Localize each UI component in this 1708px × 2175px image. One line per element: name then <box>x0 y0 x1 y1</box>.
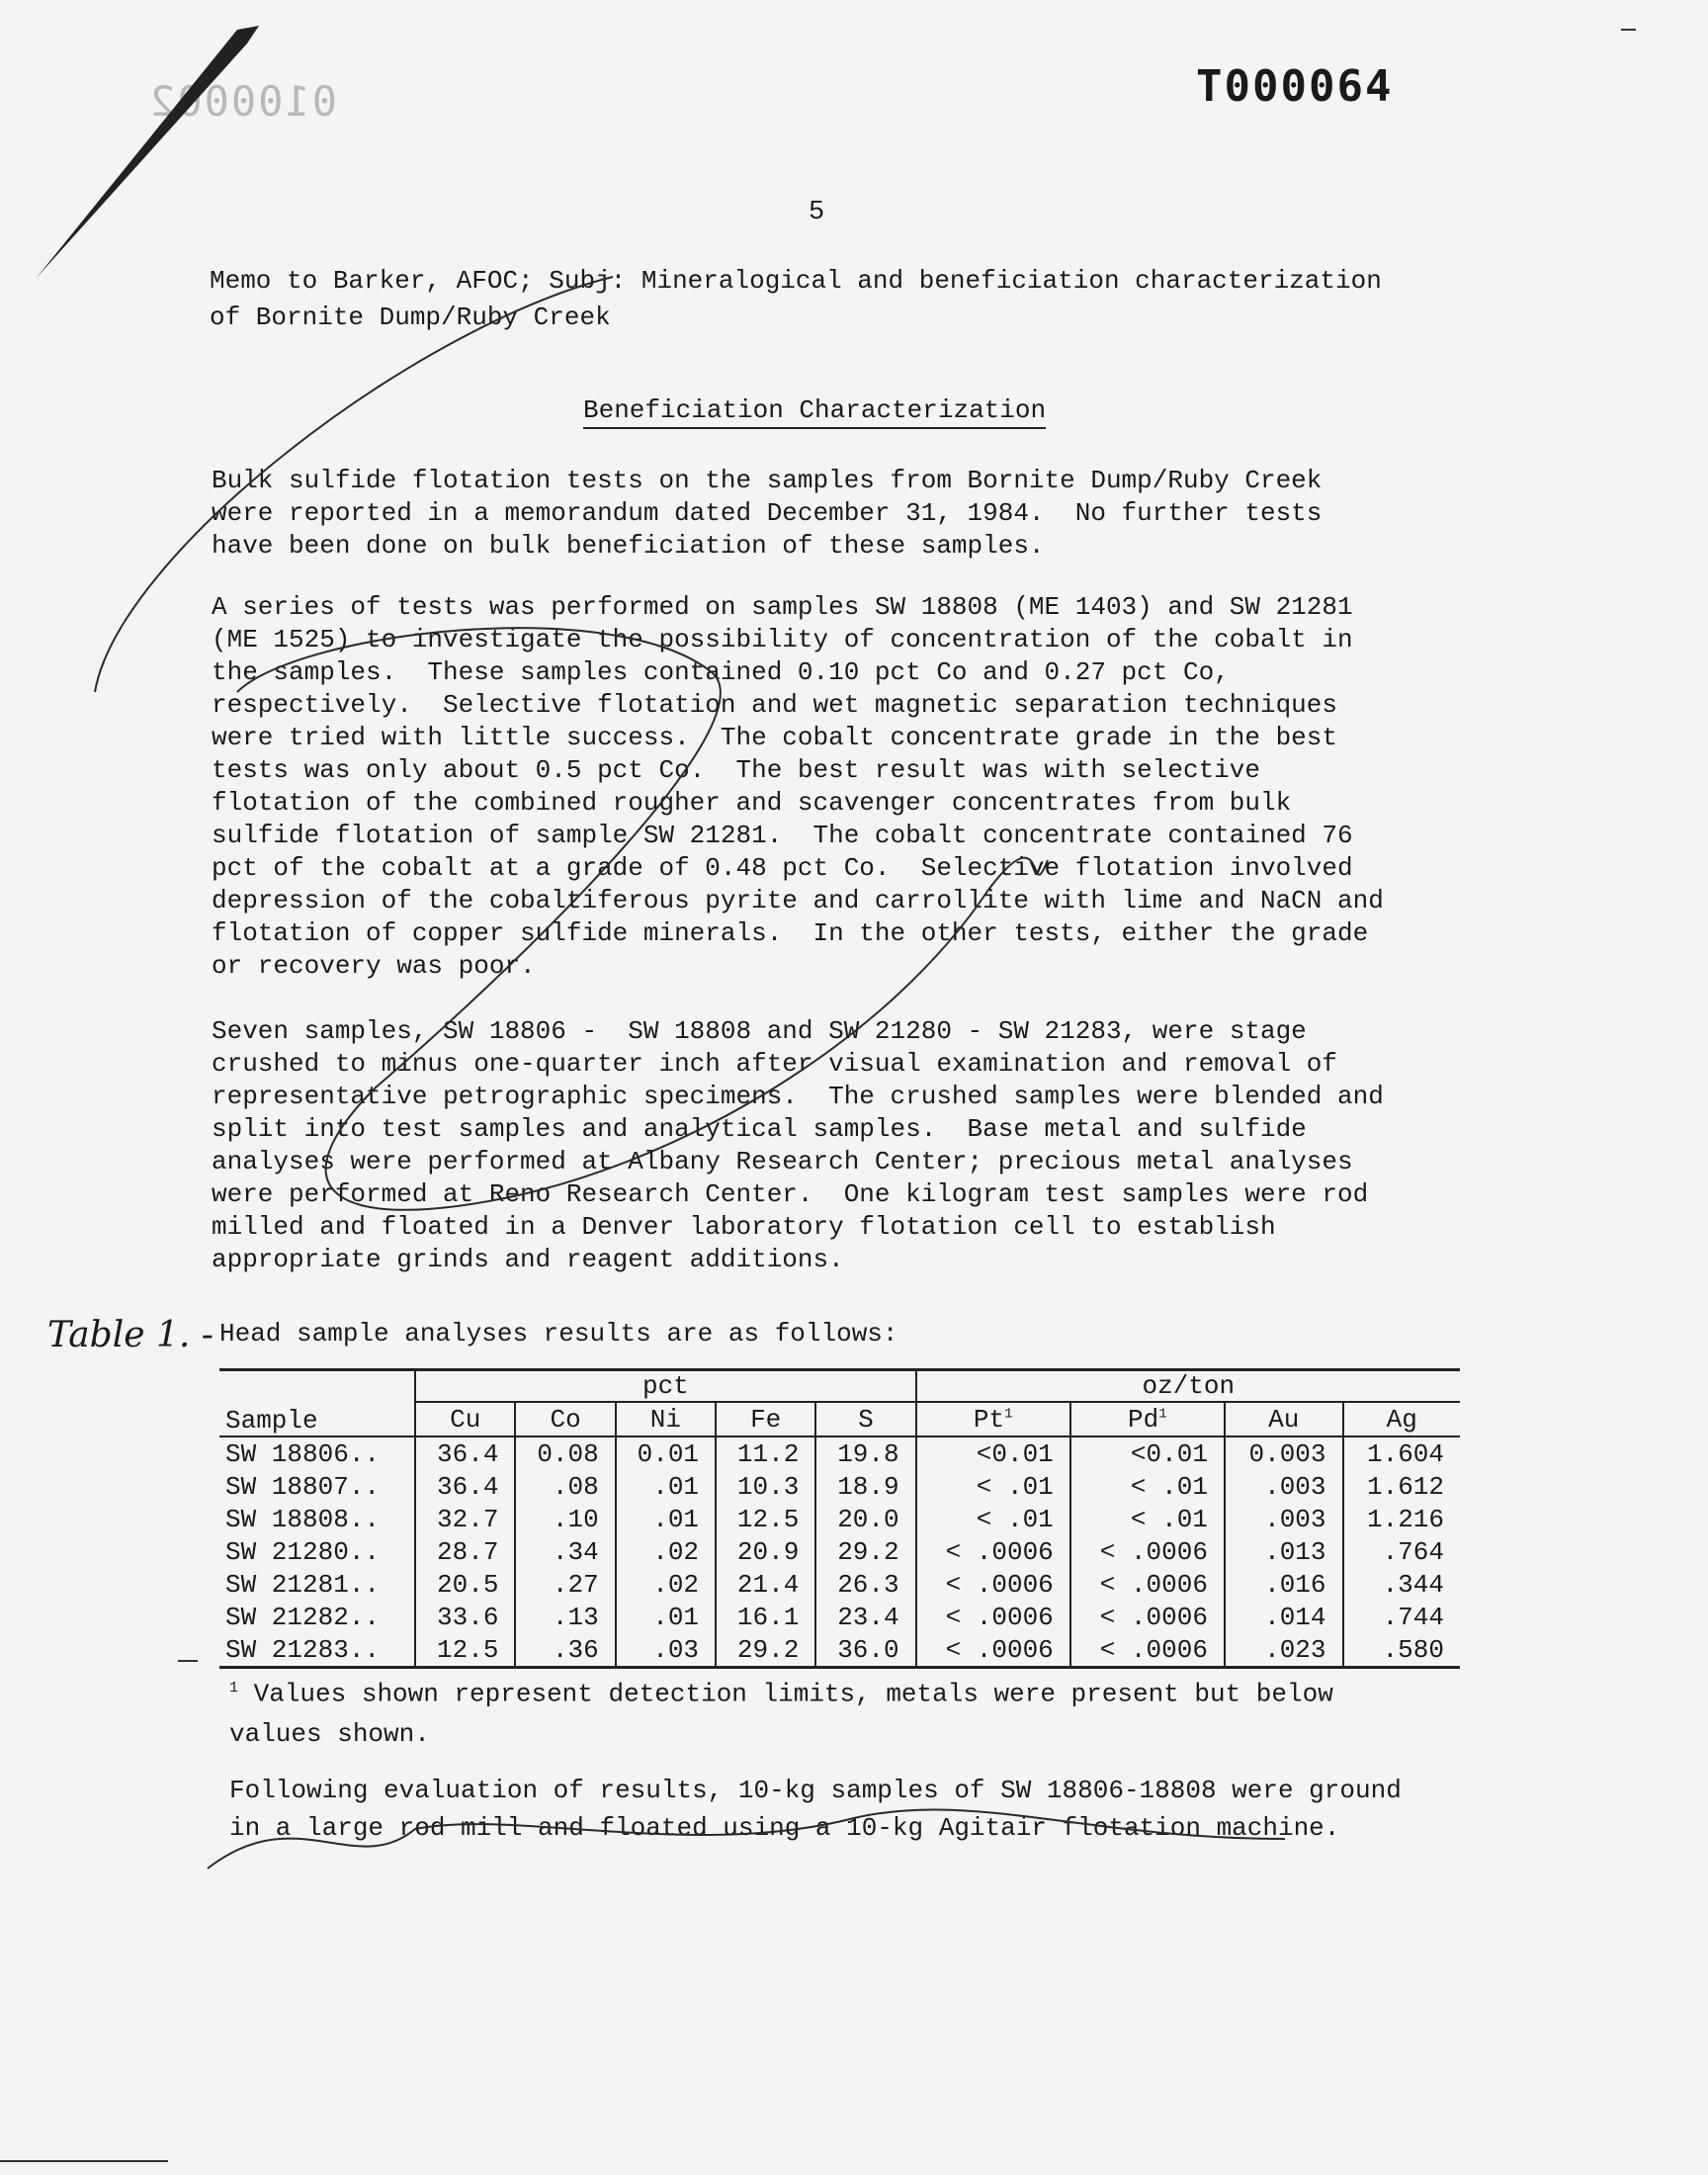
value-cell: .003 <box>1225 1470 1343 1503</box>
value-cell: 1.604 <box>1343 1436 1460 1470</box>
table-intro: Head sample analyses results are as follows: <box>219 1319 898 1348</box>
value-cell: < .0006 <box>916 1535 1070 1568</box>
value-cell: .014 <box>1225 1601 1343 1633</box>
value-cell: .764 <box>1343 1535 1460 1568</box>
column-header-label: Pt <box>973 1404 1005 1435</box>
value-cell: < .0006 <box>1070 1568 1225 1601</box>
column-header: Ni <box>616 1402 716 1436</box>
value-cell: 23.4 <box>815 1601 915 1633</box>
value-cell: 20.0 <box>815 1503 915 1535</box>
value-cell: 33.6 <box>415 1601 515 1633</box>
document-stamp-number: T000064 <box>1196 61 1394 112</box>
section-title: Beneficiation Characterization <box>583 395 1046 429</box>
value-cell: 1.216 <box>1343 1503 1460 1535</box>
value-cell: < .01 <box>916 1470 1070 1503</box>
footnote-marker: 1 <box>1158 1405 1167 1422</box>
memo-subject: Memo to Barker, AFOC; Subj: Mineralogical and beneficiation characterization of Bornite Dump/Ruby Creek <box>210 266 1382 332</box>
corner-pen-stroke <box>36 26 259 279</box>
column-header: Co <box>515 1402 615 1436</box>
paragraph-bulk-flotation: Bulk sulfide flotation tests on the samples from Bornite Dump/Ruby Creek were reported in a memorandum dated December 31, 1984. No further tests have been done on bulk beneficiation of these samples. <box>212 466 1323 561</box>
value-cell: 0.08 <box>515 1436 615 1470</box>
value-cell: 12.5 <box>415 1633 515 1668</box>
value-cell: < .0006 <box>916 1601 1070 1633</box>
value-cell: 32.7 <box>415 1503 515 1535</box>
value-cell: 0.01 <box>616 1436 716 1470</box>
value-cell: .08 <box>515 1470 615 1503</box>
sample-id-cell: SW 18807.. <box>225 1471 381 1502</box>
sample-id-cell: SW 18806.. <box>225 1438 381 1469</box>
pct-group-header: pct <box>415 1370 915 1403</box>
paragraph-evaluation: Following evaluation of results, 10-kg samples of SW 18806-18808 were ground in a large rod mill and floated using a 10-kg Agitair flotation machine. <box>229 1776 1402 1843</box>
sample-id-cell: SW 21282.. <box>225 1602 381 1632</box>
value-cell: 36.4 <box>415 1436 515 1470</box>
value-cell: < .01 <box>1070 1503 1225 1535</box>
footnote-marker: 1 <box>229 1680 239 1696</box>
column-header: Ag <box>1343 1402 1460 1436</box>
value-cell: .01 <box>616 1470 716 1503</box>
paragraph-cobalt-tests: A series of tests was performed on samples SW 18808 (ME 1403) and SW 21281 (ME 1525) to investigate the possibility of concentration of the cobalt in the samples. These samples contained 0.10 pct Co and 0.27 pct Co, respectively. Selective flotation and wet magnetic separation techniques were tried with little success. The cobalt concentrate grade in the best tests was only about 0.5 pct Co. The best result was with selective flotation of the combined rougher and scavenger concentrates from bulk sulfide flotation of sample SW 21281. The cobalt concentrate contained 76 pct of the cobalt at a grade of 0.48 pct Co. Selective flotation involved depression of the cobaltiferous pyrite and carrollite with lime and NaCN and flotation of copper sulfide minerals. In the other tests, either the grade or recovery was poor. <box>212 592 1384 981</box>
value-cell: .10 <box>515 1503 615 1535</box>
value-cell: 1.612 <box>1343 1470 1460 1503</box>
value-cell: < .0006 <box>1070 1535 1225 1568</box>
value-cell: 28.7 <box>415 1535 515 1568</box>
paragraph-sample-prep: Seven samples, SW 18806 - SW 18808 and SW 21280 - SW 21283, were stage crushed to minus one-quarter inch after visual examination and removal of representative petrographic specimens. The crushed samples were blended and split into test samples and analytical samples. Base metal and sulfide analyses were performed at Albany Research Center; precious metal analyses were performed at Reno Research Center. One kilogram test samples were rod milled and floated in a Denver laboratory flotation cell to establish appropriate grinds and reagent additions. <box>212 1016 1384 1274</box>
value-cell: .023 <box>1225 1633 1343 1668</box>
footnote-text: Values shown represent detection limits, metals were present but below values shown. <box>229 1679 1333 1749</box>
handwritten-table-label: Table 1. - <box>47 1315 214 1355</box>
sample-id-cell: SW 18808.. <box>225 1504 381 1534</box>
lower-pen-scribble <box>208 1809 1285 1869</box>
value-cell: .003 <box>1225 1503 1343 1535</box>
value-cell: .01 <box>616 1503 716 1535</box>
column-header: Au <box>1225 1402 1343 1436</box>
footnote-marker: 1 <box>1004 1405 1013 1422</box>
value-cell: .03 <box>616 1633 716 1668</box>
value-cell: .13 <box>515 1601 615 1633</box>
value-cell: 16.1 <box>716 1601 815 1633</box>
value-cell: 29.2 <box>716 1633 815 1668</box>
sample-column-header: Sample <box>219 1370 415 1437</box>
value-cell: 19.8 <box>815 1436 915 1470</box>
value-cell: 0.003 <box>1225 1436 1343 1470</box>
column-header-label: Pd <box>1128 1404 1159 1435</box>
value-cell: 20.9 <box>716 1535 815 1568</box>
value-cell: 18.9 <box>815 1470 915 1503</box>
value-cell: < .0006 <box>916 1633 1070 1668</box>
mirrored-stamp-number: 0100002 <box>148 77 338 126</box>
value-cell: 26.3 <box>815 1568 915 1601</box>
value-cell: < .01 <box>916 1503 1070 1535</box>
value-cell: 12.5 <box>716 1503 815 1535</box>
value-cell: .34 <box>515 1535 615 1568</box>
column-header: Fe <box>716 1402 815 1436</box>
value-cell: 21.4 <box>716 1568 815 1601</box>
sample-id-cell: SW 21283.. <box>225 1634 381 1665</box>
value-cell: .02 <box>616 1568 716 1601</box>
value-cell: 36.0 <box>815 1633 915 1668</box>
column-header: Cu <box>415 1402 515 1436</box>
value-cell: .02 <box>616 1535 716 1568</box>
column-header: S <box>815 1402 915 1436</box>
large-pen-scribble <box>95 277 1048 1210</box>
value-cell: .013 <box>1225 1535 1343 1568</box>
value-cell: .01 <box>616 1601 716 1633</box>
value-cell: 11.2 <box>716 1436 815 1470</box>
oz-ton-group-header: oz/ton <box>916 1370 1460 1403</box>
value-cell: .016 <box>1225 1568 1343 1601</box>
value-cell: 29.2 <box>815 1535 915 1568</box>
page-number: 5 <box>809 198 825 227</box>
value-cell: < .01 <box>1070 1470 1225 1503</box>
value-cell: < .0006 <box>1070 1601 1225 1633</box>
value-cell: .580 <box>1343 1633 1460 1668</box>
sample-id-cell: SW 21281.. <box>225 1569 381 1600</box>
value-cell: .27 <box>515 1568 615 1601</box>
value-cell: <0.01 <box>916 1436 1070 1470</box>
value-cell: 20.5 <box>415 1568 515 1601</box>
value-cell: < .0006 <box>916 1568 1070 1601</box>
value-cell: < .0006 <box>1070 1633 1225 1668</box>
value-cell: <0.01 <box>1070 1436 1225 1470</box>
sample-id-cell: SW 21280.. <box>225 1536 381 1567</box>
value-cell: 36.4 <box>415 1470 515 1503</box>
value-cell: .744 <box>1343 1601 1460 1633</box>
value-cell: 10.3 <box>716 1470 815 1503</box>
value-cell: .344 <box>1343 1568 1460 1601</box>
value-cell: .36 <box>515 1633 615 1668</box>
